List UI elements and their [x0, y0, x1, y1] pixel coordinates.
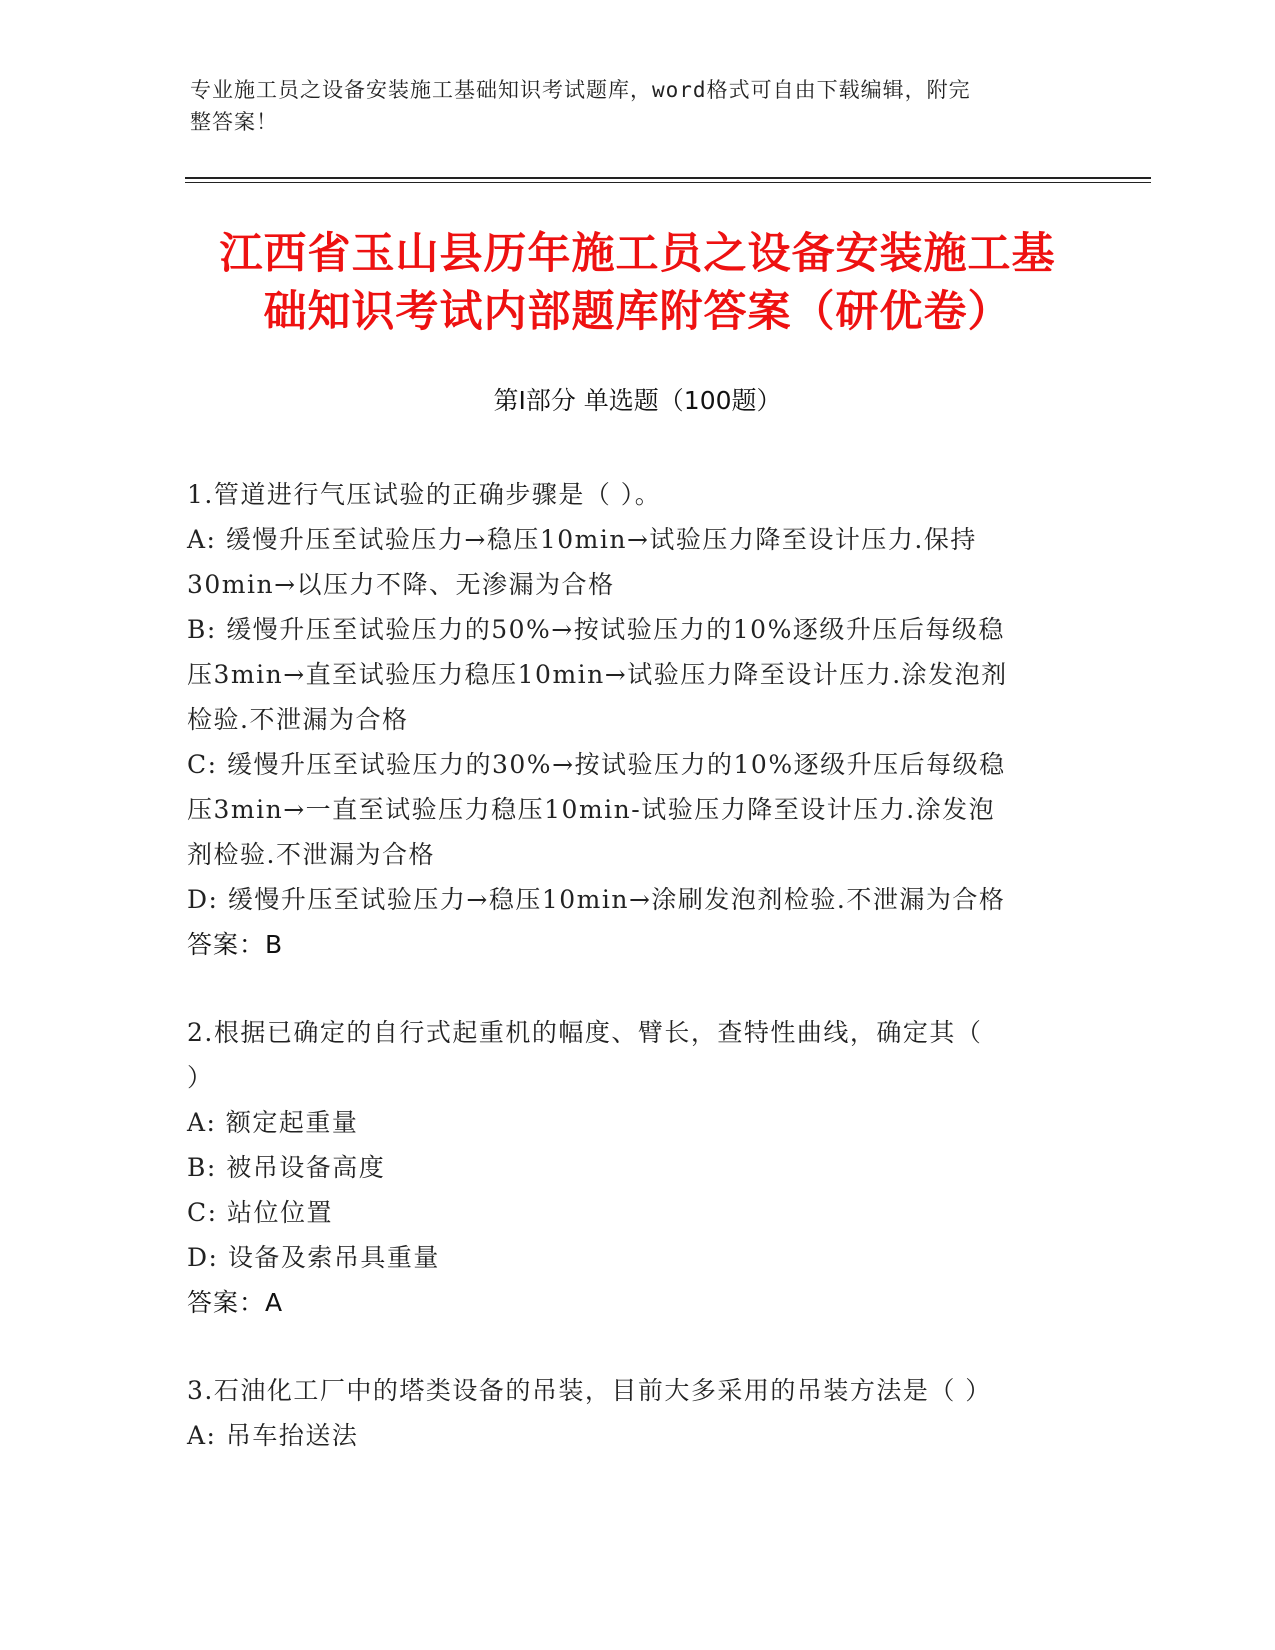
option-line: A: 吊车抬送法 — [187, 1421, 359, 1450]
option-line: C: 站位位置 — [187, 1198, 333, 1227]
title-line: 础知识考试内部题库附答案（研优卷） — [263, 287, 1012, 337]
option-line: 剂检验.不泄漏为合格 — [187, 840, 435, 869]
header-divider — [185, 177, 1151, 179]
option-line: 压3min→一直至试验压力稳压10min-试验压力降至设计压力.涂发泡 — [187, 795, 996, 824]
question-line: 1.管道进行气压试验的正确步骤是（ ）。 — [187, 480, 662, 509]
title-line: 江西省玉山县历年施工员之设备安装施工基 — [219, 229, 1056, 279]
question-line: ） — [187, 1063, 214, 1092]
question-3 — [187, 1368, 1077, 1458]
answer-label: 答案：B — [187, 930, 284, 959]
option-line: B: 被吊设备高度 — [187, 1153, 386, 1182]
section-title: 第Ⅰ部分 单选题（100题） — [493, 386, 782, 415]
header-note-line: 整答案！ — [190, 110, 278, 134]
document-title — [180, 225, 1095, 341]
option-line: 检验.不泄漏为合格 — [187, 705, 409, 734]
option-line: D: 缓慢升压至试验压力→稳压10min→涂刷发泡剂检验.不泄漏为合格 — [187, 885, 1006, 914]
option-line: A: 额定起重量 — [187, 1108, 359, 1137]
option-line: 30min→以压力不降、无渗漏为合格 — [187, 570, 615, 599]
answer-label: 答案：A — [187, 1288, 284, 1317]
header-divider-thin — [185, 182, 1151, 183]
question-list — [187, 472, 1077, 1501]
header-note-line: 专业施工员之设备安装施工基础知识考试题库，word格式可自由下载编辑，附完 — [190, 78, 971, 102]
option-line: D: 设备及索吊具重量 — [187, 1243, 440, 1272]
question-2 — [187, 1010, 1077, 1325]
question-line: 3.石油化工厂中的塔类设备的吊装，目前大多采用的吊装方法是（ ） — [187, 1376, 992, 1405]
option-line: C: 缓慢升压至试验压力的30%→按试验压力的10%逐级升压后每级稳 — [187, 750, 1006, 779]
option-line: 压3min→直至试验压力稳压10min→试验压力降至设计压力.涂发泡剂 — [187, 660, 1008, 689]
question-1 — [187, 472, 1077, 967]
header-note — [190, 74, 1090, 138]
question-line: 2.根据已确定的自行式起重机的幅度、臂长，查特性曲线，确定其（ — [187, 1018, 983, 1047]
option-line: A: 缓慢升压至试验压力→稳压10min→试验压力降至设计压力.保持 — [187, 525, 977, 554]
option-line: B: 缓慢升压至试验压力的50%→按试验压力的10%逐级升压后每级稳 — [187, 615, 1005, 644]
